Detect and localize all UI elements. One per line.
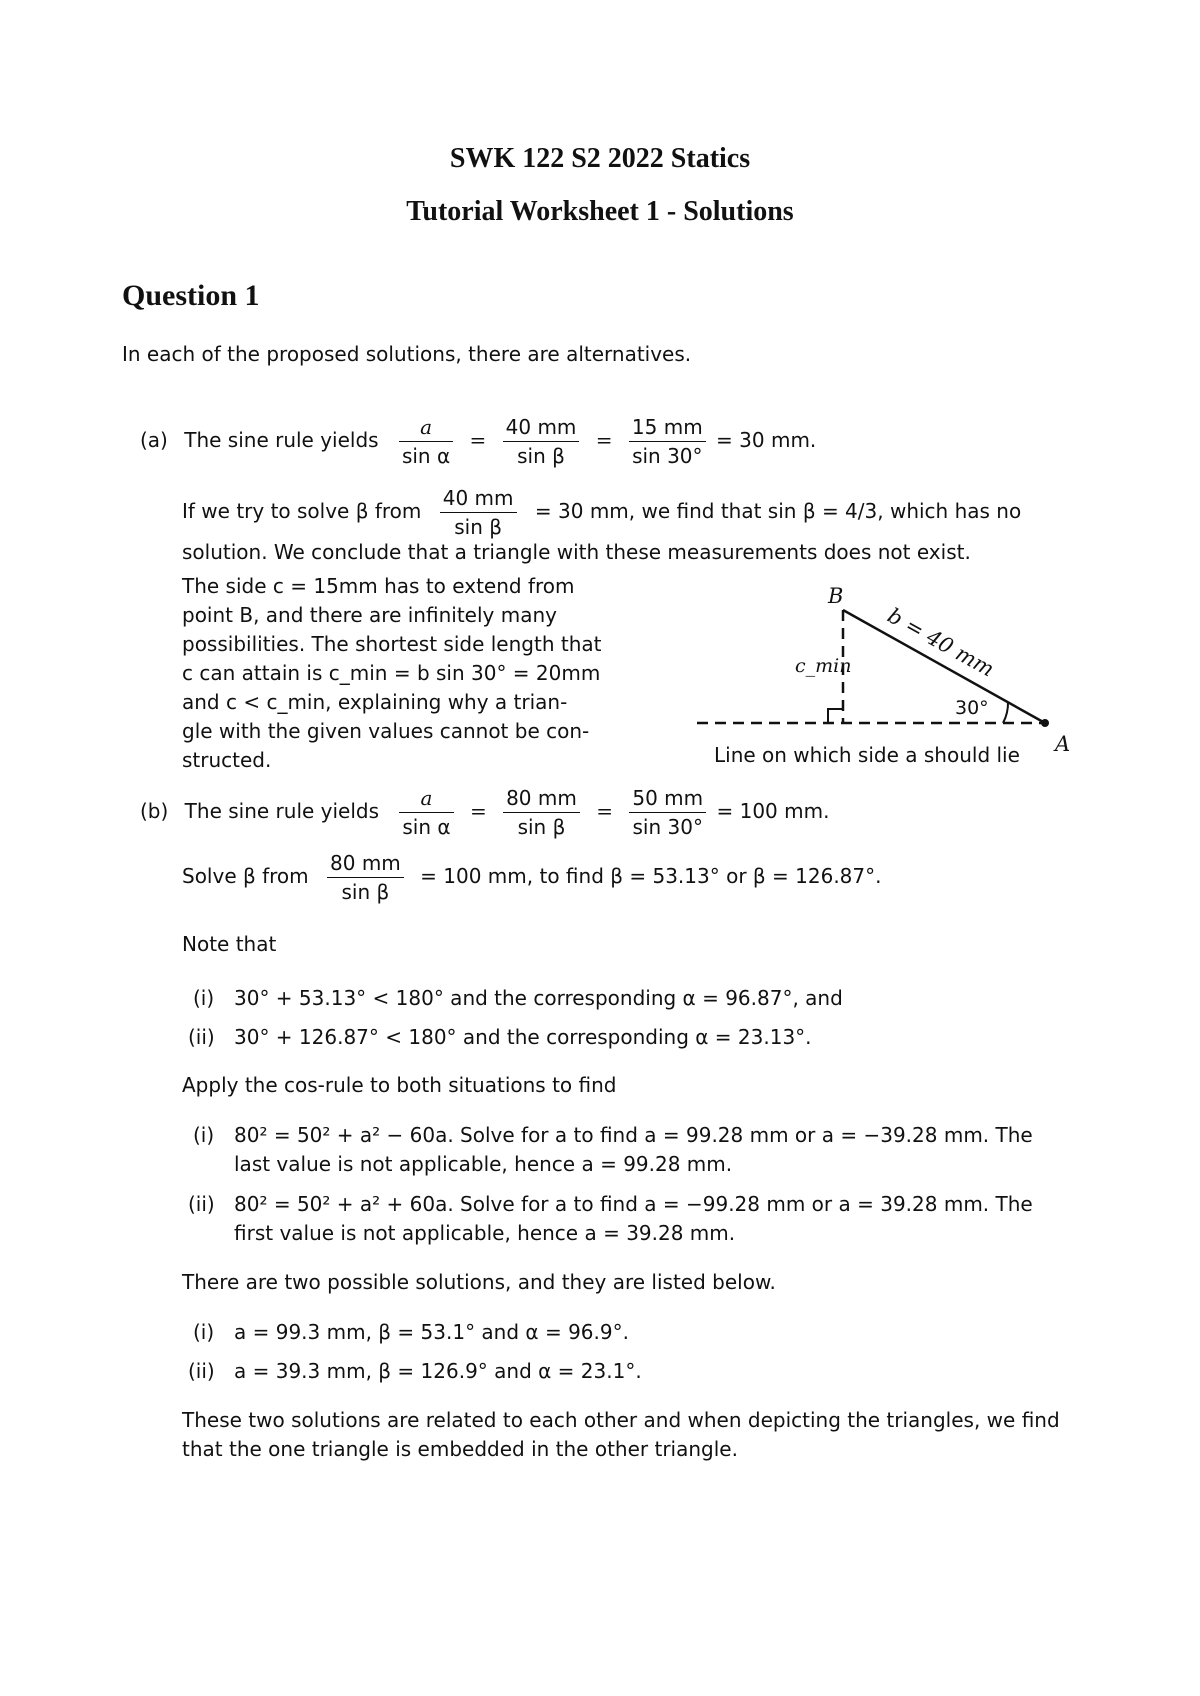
fraction-denominator: sin β bbox=[341, 880, 390, 904]
cos-item-line: first value is not applicable, hence a = 39.28 mm. bbox=[234, 1221, 736, 1245]
fraction-denominator: sin 30° bbox=[632, 444, 703, 468]
fraction bbox=[503, 786, 580, 839]
fraction bbox=[399, 786, 453, 839]
angle-label: 30° bbox=[955, 697, 989, 719]
cos-item-line: 80² = 50² + a² − 60a. Solve for a to find a = 99.28 mm or a = −39.28 mm. The bbox=[234, 1123, 1033, 1147]
document-title: SWK 122 S2 2022 Statics bbox=[449, 143, 751, 174]
label-a: A bbox=[1055, 732, 1071, 756]
part-b-marker: (b) bbox=[140, 799, 169, 823]
fraction-numerator: a bbox=[399, 786, 453, 813]
part-a-try-lead: If we try to solve β from bbox=[182, 499, 422, 523]
solution-marker: (ii) bbox=[188, 1359, 215, 1383]
angle-arc bbox=[1003, 702, 1008, 723]
document-subtitle: Tutorial Worksheet 1 - Solutions bbox=[406, 196, 794, 227]
paragraph-line: c can attain is c_min = b sin 30° = 20mm bbox=[182, 661, 601, 685]
paragraph-line: gle with the given values cannot be con- bbox=[182, 719, 590, 743]
note-marker: (i) bbox=[193, 986, 215, 1010]
fraction-numerator: 80 mm bbox=[503, 786, 580, 813]
side-b-label: b = 40 mm bbox=[883, 603, 999, 682]
note-text: 30° + 53.13° < 180° and the corresponding α = 96.87°, and bbox=[234, 986, 843, 1010]
part-a-marker: (a) bbox=[140, 428, 168, 452]
fraction-numerator: 80 mm bbox=[327, 851, 404, 878]
fraction-denominator: sin β bbox=[517, 815, 566, 839]
line-caption: Line on which side a should lie bbox=[714, 743, 1020, 767]
fraction-denominator: sin β bbox=[454, 515, 503, 539]
cmin-label: c_min bbox=[795, 655, 852, 677]
fraction-denominator: sin β bbox=[517, 444, 565, 468]
fraction-numerator: a bbox=[399, 415, 453, 442]
part-b-lead: The sine rule yields bbox=[184, 799, 380, 823]
fraction-numerator: 40 mm bbox=[440, 486, 517, 513]
side-b-line bbox=[843, 610, 1045, 723]
question-heading: Question 1 bbox=[122, 279, 260, 312]
right-angle-marker bbox=[828, 709, 843, 723]
label-b: B bbox=[828, 584, 844, 608]
cos-item-line: last value is not applicable, hence a = 99.28 mm. bbox=[234, 1152, 733, 1176]
cos-rule-intro: Apply the cos-rule to both situations to find bbox=[182, 1073, 617, 1097]
paragraph-line: point B, and there are infinitely many bbox=[182, 603, 557, 627]
solution-text: a = 39.3 mm, β = 126.9° and α = 23.1°. bbox=[234, 1359, 642, 1383]
cos-item-line: 80² = 50² + a² + 60a. Solve for a to find a = −99.28 mm or a = 39.28 mm. The bbox=[234, 1192, 1033, 1216]
part-b-result: = 100 mm. bbox=[716, 799, 830, 823]
fraction bbox=[629, 786, 706, 839]
solution-text: a = 99.3 mm, β = 53.1° and α = 96.9°. bbox=[234, 1320, 629, 1344]
part-a-conclusion: solution. We conclude that a triangle with these measurements does not exist. bbox=[182, 540, 971, 564]
fraction-denominator: sin α bbox=[401, 444, 451, 468]
note-text: 30° + 126.87° < 180° and the corresponding α = 23.13°. bbox=[234, 1025, 812, 1049]
paragraph-line: possibilities. The shortest side length that bbox=[182, 632, 602, 656]
question-intro: In each of the proposed solutions, there are alternatives. bbox=[122, 342, 692, 366]
part-b-solve-lead: Solve β from bbox=[182, 864, 309, 888]
cos-item-marker: (ii) bbox=[188, 1192, 215, 1216]
note-marker: (ii) bbox=[188, 1025, 215, 1049]
fraction-denominator: sin α bbox=[402, 815, 451, 839]
part-b-solve-line bbox=[182, 851, 881, 904]
closing-line: These two solutions are related to each other and when depicting the triangles, we find bbox=[182, 1408, 1060, 1432]
point-a-dot bbox=[1041, 719, 1049, 727]
part-a-lead: The sine rule yields bbox=[184, 428, 379, 452]
closing-line: that the one triangle is embedded in the other triangle. bbox=[182, 1437, 738, 1461]
solution-marker: (i) bbox=[193, 1320, 215, 1344]
fraction-numerator: 15 mm bbox=[629, 415, 706, 442]
two-solutions-intro: There are two possible solutions, and they are listed below. bbox=[182, 1270, 776, 1294]
part-a-try-rest: = 30 mm, we find that sin β = 4/3, which has no bbox=[534, 499, 1022, 523]
fraction bbox=[327, 851, 404, 904]
fraction-denominator: sin 30° bbox=[632, 815, 703, 839]
part-b-note: Note that bbox=[182, 932, 277, 956]
cos-item-marker: (i) bbox=[193, 1123, 215, 1147]
paragraph-line: and c < c_min, explaining why a trian- bbox=[182, 690, 568, 714]
fraction-numerator: 40 mm bbox=[503, 415, 580, 442]
part-b-solve-rest: = 100 mm, to find β = 53.13° or β = 126.87°. bbox=[420, 864, 882, 888]
paragraph-line: The side c = 15mm has to extend from bbox=[182, 574, 575, 598]
part-b-sine-rule: (b) The sine rule yields $\frac{a}{\text{sin α}}$ = $\frac{80 mm}{\text{sin β}}$ = $\frac{50 mm}{\sin 30^\circ}$ = 100 mm. bbox=[140, 786, 830, 839]
part-a-result: = 30 mm. bbox=[716, 428, 817, 452]
fraction-numerator: 50 mm bbox=[629, 786, 706, 813]
paragraph-line: structed. bbox=[182, 748, 272, 772]
part-a-sine-rule: (a) The sine rule yields $\frac{a}{\text{sin α}}$ = $\frac{40 mm}{\text{sin β}}$ = $\frac{15 mm}{\sin 30^\circ}$ = 30 mm. bbox=[140, 415, 817, 468]
